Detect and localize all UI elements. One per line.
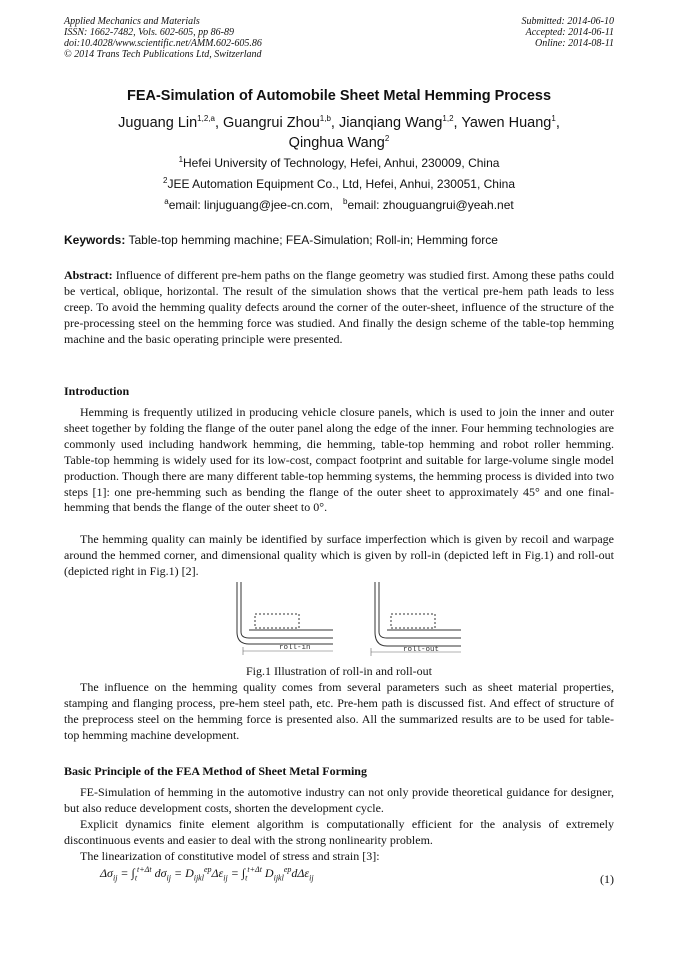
affiliation-2	[0, 177, 678, 191]
author-sup: 1	[551, 114, 556, 124]
keywords	[64, 233, 498, 247]
author-name: Juguang Lin	[118, 115, 198, 131]
journal-name: Applied Mechanics and Materials	[64, 16, 200, 27]
abstract-text: Influence of different pre-hem paths on the flange geometry was studied first. Among these paths could be vertical, oblique, horizontal. The result of the simulation shows that the vertical pre-hem path leads to less creep. To avoid the hemming quality defects around the corner of the outer-sheet, influence of the structure of the pre-processing steel on the hemming force was studied. And finally the design scheme of the table-top hemming machine and the basic operating principle were presented.	[64, 268, 615, 346]
affiliation-1	[0, 156, 678, 170]
email-sup: a	[164, 197, 169, 206]
basic-paragraph-3: The linearization of constitutive model of stress and strain [3]:	[80, 849, 380, 863]
email-b: email: zhouguangrui@yeah.net	[347, 198, 514, 212]
author-name: Yawen Huang	[461, 115, 552, 131]
submitted-date: Submitted: 2014-06-10	[521, 16, 614, 27]
section-heading-basic-principle: Basic Principle of the FEA Method of Sheet Metal Forming	[64, 764, 367, 778]
journal-header-left	[64, 16, 262, 60]
flange-dashed	[255, 614, 299, 628]
roll-out-label: roll-out	[403, 646, 440, 654]
paper-title: FEA-Simulation of Automobile Sheet Metal Hemming Process	[126, 88, 552, 104]
author-name: Jianqiang Wang	[338, 115, 443, 131]
author-list: Juguang Lin$^{1,2,a}$, Guangrui Zhou$^{1,b}$, Jianqiang Wang$^{1,2}$, Yawen Huang$^1$, Qinghua Wang$^2$	[118, 114, 560, 151]
email-line	[0, 198, 678, 212]
copyright-line: © 2014 Trans Tech Publications Ltd, Switzerland	[64, 49, 262, 60]
figure-caption: Fig.1 Illustration of roll-in and roll-out	[246, 664, 432, 678]
intro-paragraph-3: The influence on the hemming quality comes from several parameters such as sheet material properties, stamping and flanging process, pre-hem steel path, etc. Pre-hem path is discussed fist. And effect of structure of the preprocess steel on the hemming force is presented also. All the summarized results are to be used for table-top hemming machine development.	[64, 680, 614, 742]
issn-line: ISSN: 1662-7482, Vols. 602-605, pp 86-89	[64, 27, 234, 38]
affiliation-text: Hefei University of Technology, Hefei, Anhui, 230009, China	[183, 156, 500, 170]
intro-paragraph-2: The hemming quality can mainly be identified by surface imperfection which is given by recoil and warpage around the hemmed corner, and dimensional quality which is given by roll-in (depicted left in Fig.1) and roll-out (depicted right in Fig.1) [2].	[64, 532, 614, 578]
roll-in-roll-out-figure	[225, 580, 465, 664]
basic-paragraph-2: Explicit dynamics finite element algorithm is computationally efficient for the analysis of extremely discontinuous events and easier to deal with the strong nonlinearity problem.	[64, 817, 614, 847]
abstract	[64, 268, 614, 348]
flange-dashed	[391, 614, 435, 628]
outer-sheet-bend	[375, 632, 461, 646]
doi-line: doi:10.4028/www.scientific.net/AMM.602-605.86	[64, 38, 262, 49]
equation-body: $\Delta\sigma_{ij} = \int_t^{t+\Delta t}$ $d\sigma_{ij} = D_{ijkl}^{ep}\Delta\varepsilon_{ij} = \int_t^{t+\Delta t}$ $D_{ijkl}^{ep}d\Delta\varepsilon_{ij}$	[100, 865, 314, 883]
intro-paragraph-1: Hemming is frequently utilized in producing vehicle closure panels, which is used to join the inner and outer sheet together by folding the flange of the outer panel along the edge of the inner. Four hemming technologies are commonly used including handwork hemming, die hemming, table-top hemming and robot roller hemming. Table-top hemming is widely used for its low-cost, compact footprint and suitable for large-volume single model production. Though there are many different table-top hemming systems, the hemming process is divided into two steps [1]: one pre-hemming such as bending the flange of the outer sheet to approximately 45° and one final-hemming that bends the flange of the outer sheet to 0°.	[64, 405, 614, 515]
email-a: email: linjuguang@jee-cn.com,	[168, 198, 333, 212]
author-sup: 1,b	[319, 114, 331, 124]
hem-curl	[379, 632, 461, 638]
keywords-text: Table-top hemming machine; FEA-Simulation; Roll-in; Hemming force	[128, 233, 498, 247]
hem-curl	[241, 632, 333, 638]
author-sup: 1,2,a	[197, 114, 215, 124]
email-sup: b	[342, 197, 348, 206]
affiliation-sup: 2	[162, 176, 168, 185]
section-heading-introduction: Introduction	[64, 384, 130, 398]
author-name: Qinghua Wang	[288, 135, 385, 151]
equation-1	[100, 866, 614, 894]
roll-out-diagram	[371, 582, 461, 656]
equation-number: (1)	[600, 872, 614, 886]
roll-in-label: roll-in	[279, 644, 311, 652]
basic-paragraph-1: FE-Simulation of hemming in the automotive industry can not only provide theoretical guidance for designer, but also reduce development costs, shorten the development cycle.	[64, 785, 614, 815]
abstract-label: Abstract:	[64, 268, 113, 282]
author-name: Guangrui Zhou	[223, 115, 320, 131]
accepted-date: Accepted: 2014-06-11	[525, 27, 614, 38]
author-sup: 1,2	[442, 114, 454, 124]
affiliation-text: JEE Automation Equipment Co., Ltd, Hefei, Anhui, 230051, China	[167, 177, 515, 191]
keywords-label: Keywords:	[64, 233, 126, 247]
author-sup: 2	[384, 134, 390, 144]
online-date: Online: 2014-08-11	[535, 38, 614, 49]
journal-header-right	[522, 16, 615, 49]
affiliation-sup: 1	[178, 155, 184, 164]
